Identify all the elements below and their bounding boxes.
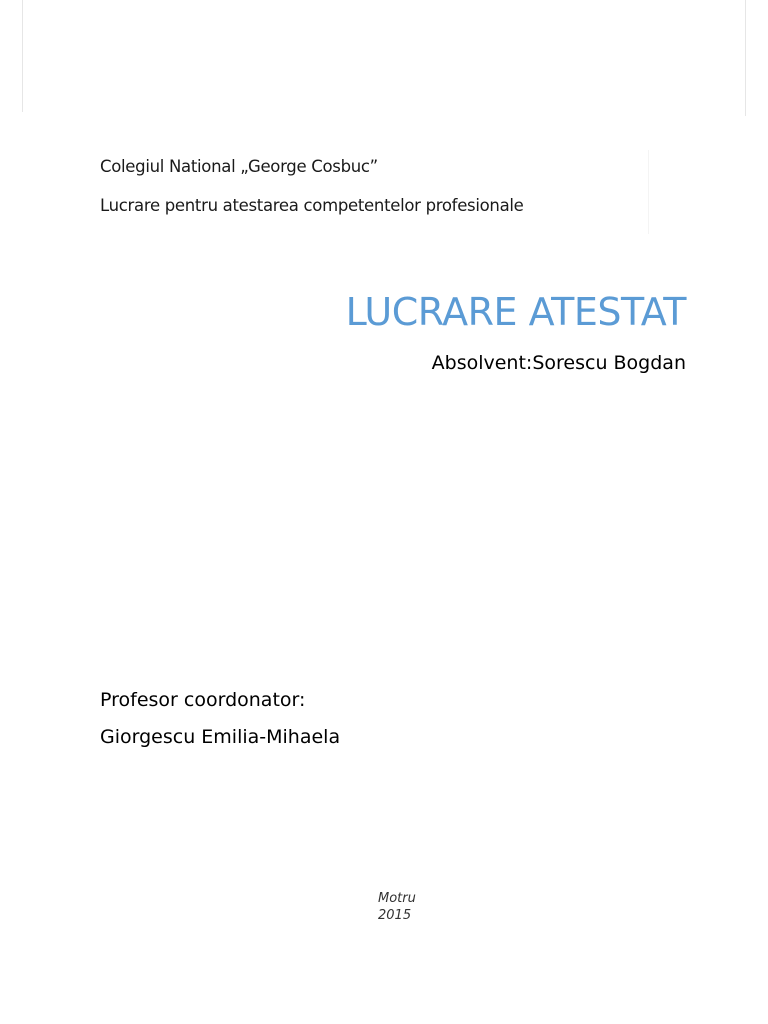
header-subtitle: Lucrare pentru atestarea competentelor profesionale: [100, 196, 524, 215]
header-block: [90, 150, 649, 234]
author-line: Absolvent:Sorescu Bogdan: [431, 352, 686, 374]
coordinator-name: Giorgescu Emilia-Mihaela: [100, 726, 341, 748]
institution-name: Colegiul National „George Cosbuc”: [100, 157, 378, 176]
page-edge-left: [22, 0, 23, 112]
coordinator-label: Profesor coordonator:: [100, 689, 306, 711]
document-title: LUCRARE ATESTAT: [345, 290, 686, 334]
footer-city: Motru: [378, 891, 416, 906]
page-edge-right: [745, 0, 746, 116]
footer-block: [378, 890, 416, 924]
footer-year: 2015: [378, 908, 412, 923]
